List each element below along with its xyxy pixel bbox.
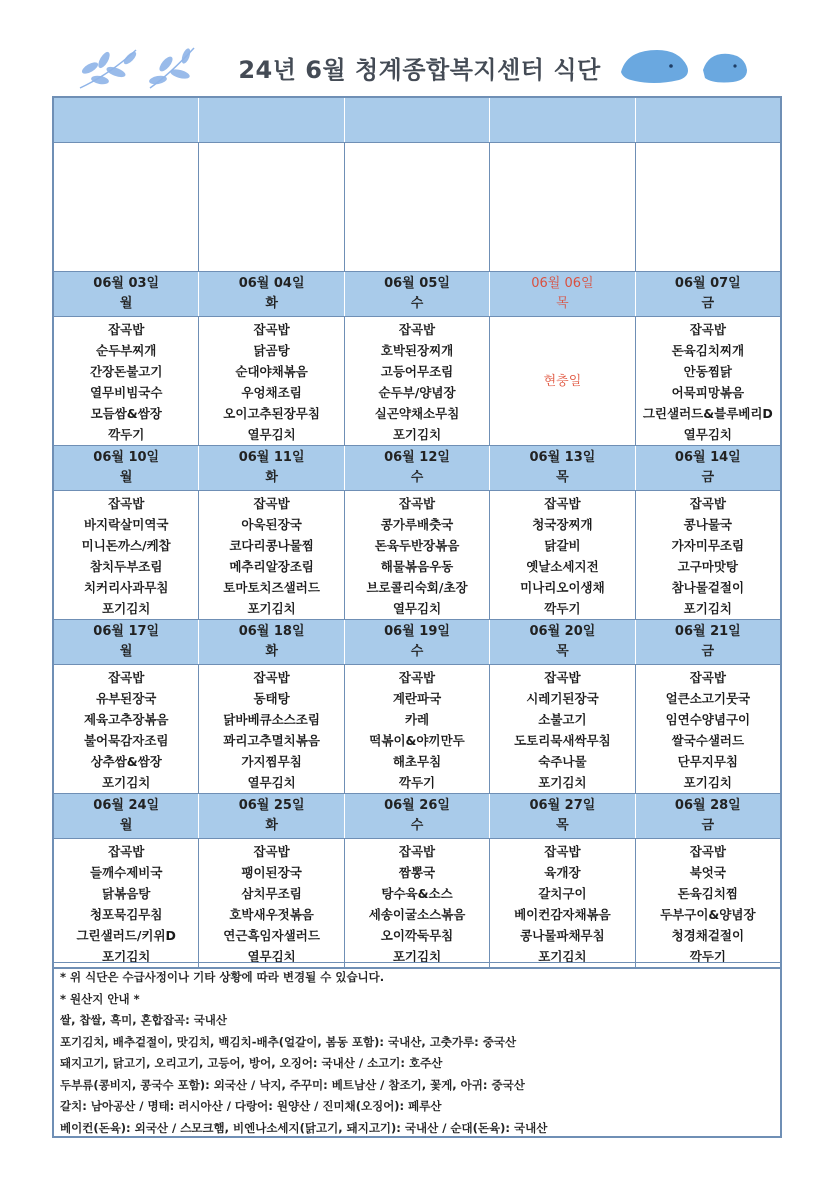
menu-cell [54,491,198,619]
menu-item: 꽈리고추멸치볶음 [223,733,320,748]
date-cell [54,272,198,316]
weekday-label: 화 [265,470,278,485]
weekday-label: 월 [119,644,133,659]
menu-item: 짬뽕국 [398,865,436,880]
menu-item: 순두부찌개 [96,343,157,358]
blank-cell [54,143,198,271]
menu-item: 옛날소세지전 [526,559,599,574]
date-cell [344,620,489,664]
blank-cell [344,143,489,271]
menu-cell [635,665,780,793]
menu-item: 치커리사과무침 [83,580,169,595]
note-line: * 원산지 안내 * [60,991,140,1006]
date-cell [489,794,634,838]
menu-item: 단무지무침 [677,754,739,769]
menu-item: 미나리오이생채 [520,580,605,595]
menu-item: 불어묵감자조림 [83,733,169,748]
menu-item: 돈육김치찌개 [671,343,745,358]
date-cell [54,446,198,490]
menu-item: 청경채겉절이 [671,928,745,943]
menu-item: 그린샐러드&블루베리D [642,406,773,421]
menu-cell [489,491,634,619]
holiday-label: 현충일 [543,374,582,389]
menu-item: 잡곡밥 [689,322,726,337]
menu-item: 열무김치 [683,427,732,442]
menu-item: 순두부/양념장 [378,385,456,400]
weekday-label: 금 [701,644,715,659]
menu-cell [489,317,634,445]
menu-item: 어묵피망볶음 [671,385,745,400]
menu-item: 얼큰소고기뭇국 [665,691,751,706]
menu-cell [344,665,489,793]
menu-cell [54,317,198,445]
blank-cell [198,98,343,142]
weekday-label: 화 [265,644,278,659]
menu-item: 포기김치 [538,775,587,790]
date-label: 06월 28일 [674,798,741,813]
menu-item: 쌀국수샐러드 [671,733,745,748]
date-cell [344,446,489,490]
menu-item: 잡곡밥 [108,496,145,511]
menu-item: 포기김치 [102,949,151,964]
date-label: 06월 13일 [529,450,596,465]
menu-item: 고구마맛탕 [677,559,739,574]
menu-item: 오이깍둑무침 [380,928,454,943]
date-label: 06월 18일 [238,624,305,639]
menu-item: 잡곡밥 [108,844,145,859]
menu-item: 잡곡밥 [398,844,436,859]
menu-item: 참치두부조림 [89,559,163,574]
menu-cell [344,491,489,619]
date-cell [198,794,343,838]
blank-cell [635,143,780,271]
menu-item: 포기김치 [392,949,442,964]
menu-item: 깍두기 [544,601,581,616]
menu-item: 계란파국 [392,691,442,706]
date-label: 06월 03일 [93,276,160,291]
date-cell [635,272,780,316]
menu-cell [54,839,198,967]
blank-cell [635,98,780,142]
menu-item: 실곤약채소무침 [374,406,460,421]
menu-item: 잡곡밥 [398,670,436,685]
note-line: 쌀, 찹쌀, 흑미, 혼합잡곡: 국내산 [60,1013,228,1027]
menu-item: 가자미무조림 [671,538,745,553]
date-label: 06월 04일 [238,276,305,291]
whale-icon [617,36,757,92]
menu-item: 세송이굴소스볶음 [368,907,466,922]
menu-item: 호박된장찌개 [380,343,454,358]
menu-item: 오이고추된장무침 [223,406,320,421]
weekday-label: 월 [119,296,133,311]
weekday-label: 수 [410,818,424,833]
weekday-label: 목 [556,470,569,485]
weekday-label: 금 [701,470,715,485]
menu-cell [489,665,634,793]
menu-item: 닭갈비 [544,538,581,553]
menu-item: 아욱된장국 [241,517,302,532]
menu-cell [635,839,780,967]
date-label: 06월 11일 [238,450,305,465]
menu-item: 잡곡밥 [253,322,290,337]
menu-item: 브로콜리숙회/초장 [366,580,468,595]
weekday-label: 월 [119,470,133,485]
menu-item: 포기김치 [102,601,151,616]
menu-item: 코다리콩나물찜 [229,538,314,553]
date-cell [198,446,343,490]
date-label: 06월 12일 [384,450,450,465]
weekday-label: 화 [265,296,278,311]
page-title: 24년 6월 청계종합복지센터 식단 [238,56,601,84]
menu-item: 열무비빔국수 [89,385,163,400]
menu-item: 우엉채조림 [241,385,302,400]
menu-item: 잡곡밥 [544,496,581,511]
menu-item: 카레 [404,712,430,727]
menu-item: 육개장 [544,865,581,880]
menu-item: 잡곡밥 [253,670,290,685]
menu-item: 베이컨감자채볶음 [514,907,611,922]
date-label: 06월 14일 [674,450,741,465]
menu-cell [198,665,343,793]
menu-item: 연근흑임자샐러드 [223,928,320,943]
menu-item: 잡곡밥 [108,670,145,685]
date-row [54,445,780,490]
menu-item: 청포묵김무침 [89,907,163,922]
menu-item: 시레기된장국 [526,691,599,706]
date-label: 06월 27일 [529,798,596,813]
menu-item: 포기김치 [102,775,151,790]
date-row [54,793,780,838]
menu-row [54,490,780,619]
blank-cell [489,98,634,142]
menu-item: 소불고기 [538,712,587,727]
note-line: * 위 식단은 수급사정이나 기타 상황에 따라 변경될 수 있습니다. [60,970,385,984]
menu-item: 메추리알장조림 [229,559,314,574]
menu-item: 포기김치 [683,601,732,616]
blank-cell [344,98,489,142]
menu-item: 닭볶음탕 [102,886,151,901]
menu-item: 미니돈까스/케찹 [81,538,171,553]
blank-cell [489,143,634,271]
menu-cell [635,317,780,445]
blank-cell [198,143,343,271]
menu-cell [198,491,343,619]
date-label: 06월 26일 [384,798,450,813]
note-line: 두부류(콩비지, 콩국수 포함): 외국산 / 낙지, 주꾸미: 베트남산 / 참조기, 꽃게, 아귀: 중국산 [60,1077,525,1092]
menu-item: 해초무침 [392,754,442,769]
menu-cell [198,839,343,967]
menu-row [54,664,780,793]
blank-body-row [54,142,780,271]
weekday-label: 금 [701,818,715,833]
note-line: 포기김치, 배추겉절이, 맛김치, 백김치-배추(얼갈이, 봄동 포함): 국내산, 고춧가루: 중국산 [60,1034,517,1049]
menu-item: 돈육두반장볶음 [374,538,460,553]
menu-item: 잡곡밥 [253,496,290,511]
weekday-label: 수 [410,644,424,659]
weekday-label: 목 [556,818,569,833]
menu-item: 해물볶음우동 [380,559,454,574]
menu-item: 숙주나물 [538,754,587,769]
menu-item: 탕수육&소스 [381,886,453,901]
menu-item: 그린샐러드/키위D [76,928,176,943]
menu-cell [344,839,489,967]
menu-item: 깍두기 [398,775,436,790]
menu-item: 잡곡밥 [689,496,726,511]
menu-item: 닭곰탕 [253,343,290,358]
date-label: 06월 21일 [674,624,741,639]
date-cell [344,794,489,838]
menu-cell [344,317,489,445]
menu-item: 임연수양념구이 [665,712,751,727]
date-cell [489,446,634,490]
menu-item: 콩나물국 [683,517,732,532]
weekday-label: 월 [119,818,133,833]
menu-row [54,838,780,967]
menu-item: 호박새우젓볶음 [229,907,314,922]
menu-item: 돈육김치찜 [677,886,739,901]
menu-item: 잡곡밥 [108,322,145,337]
weekday-label: 수 [410,470,424,485]
date-cell [54,794,198,838]
menu-item: 깍두기 [689,949,726,964]
menu-item: 청국장찌개 [532,517,593,532]
menu-item: 들깨수제비국 [89,865,163,880]
blank-cell [54,98,198,142]
menu-item: 콩가루배춧국 [380,517,454,532]
menu-item: 갈치구이 [538,886,587,901]
menu-row [54,316,780,445]
menu-item: 동태탕 [253,691,290,706]
menu-item: 콩나물파채무침 [520,928,605,943]
menu-item: 닭바베큐소스조림 [223,712,320,727]
menu-item: 참나물겉절이 [671,580,745,595]
menu-item: 열무김치 [392,601,442,616]
date-label: 06월 07일 [674,276,741,291]
menu-item: 두부구이&양념장 [660,907,756,922]
note-line: 베이컨(돈육): 외국산 / 스모크햄, 비엔나소세지(닭고기, 돼지고기): 국내산 / 순대(돈육): 국내산 [60,1120,548,1135]
date-cell [344,272,489,316]
notes-box [52,962,782,1138]
date-row [54,271,780,316]
menu-item: 토마토치즈샐러드 [223,580,320,595]
date-cell [489,620,634,664]
menu-item: 상추쌈&쌈장 [90,754,162,769]
menu-cell [489,839,634,967]
date-label: 06월 25일 [238,798,305,813]
menu-item: 잡곡밥 [544,844,581,859]
weekday-label: 목 [556,644,569,659]
menu-item: 떡볶이&야끼만두 [369,733,465,748]
date-label: 06월 17일 [93,624,160,639]
menu-item: 열무김치 [247,775,296,790]
weekday-label: 화 [265,818,278,833]
menu-item: 포기김치 [247,601,296,616]
meal-plan-table [52,96,782,969]
menu-item: 도토리묵새싹무침 [514,733,611,748]
menu-item: 모듬쌈&쌈장 [90,406,162,421]
weekday-label: 금 [701,296,715,311]
date-label: 06월 06일 [531,276,594,291]
menu-item: 잡곡밥 [544,670,581,685]
menu-item: 가지찜무침 [241,754,302,769]
menu-cell [635,491,780,619]
note-line: 돼지고기, 닭고기, 오리고기, 고등어, 방어, 오징어: 국내산 / 소고기: 호주산 [60,1056,443,1070]
menu-item: 유부된장국 [96,691,157,706]
blank-header-row [54,98,780,142]
menu-item: 삼치무조림 [241,886,302,901]
date-row [54,619,780,664]
date-label: 06월 24일 [93,798,160,813]
menu-item: 깍두기 [108,427,145,442]
menu-item: 고등어무조림 [380,364,454,379]
menu-cell [198,317,343,445]
menu-item: 잡곡밥 [689,670,726,685]
date-label: 06월 10일 [93,450,160,465]
menu-item: 안동찜닭 [683,364,732,379]
menu-item: 바지락살미역국 [83,517,169,532]
date-cell [198,272,343,316]
date-cell [54,620,198,664]
menu-item: 팽이된장국 [241,865,302,880]
date-label: 06월 05일 [384,276,450,291]
date-label: 06월 19일 [384,624,450,639]
menu-item: 포기김치 [392,427,442,442]
date-label: 06월 20일 [529,624,596,639]
menu-item: 포기김치 [538,949,587,964]
weekday-label: 수 [410,296,424,311]
menu-item: 열무김치 [247,949,296,964]
date-cell [489,272,634,316]
page-header [52,28,787,94]
menu-cell [54,665,198,793]
menu-item: 포기김치 [683,775,732,790]
menu-item: 순대야채볶음 [235,364,308,379]
date-cell [635,620,780,664]
menu-item: 잡곡밥 [689,844,726,859]
date-cell [635,794,780,838]
menu-item: 제육고추장볶음 [83,712,169,727]
menu-item: 간장돈불고기 [89,364,163,379]
date-cell [635,446,780,490]
menu-item: 잡곡밥 [253,844,290,859]
menu-item: 잡곡밥 [398,322,436,337]
menu-item: 열무김치 [247,427,296,442]
menu-item: 잡곡밥 [398,496,436,511]
weekday-label: 목 [556,296,569,311]
date-cell [198,620,343,664]
note-line: 갈치: 남아공산 / 명태: 러시아산 / 다랑어: 원양산 / 진미채(오징어): 페루산 [60,1099,442,1113]
menu-item: 북엇국 [689,865,726,880]
